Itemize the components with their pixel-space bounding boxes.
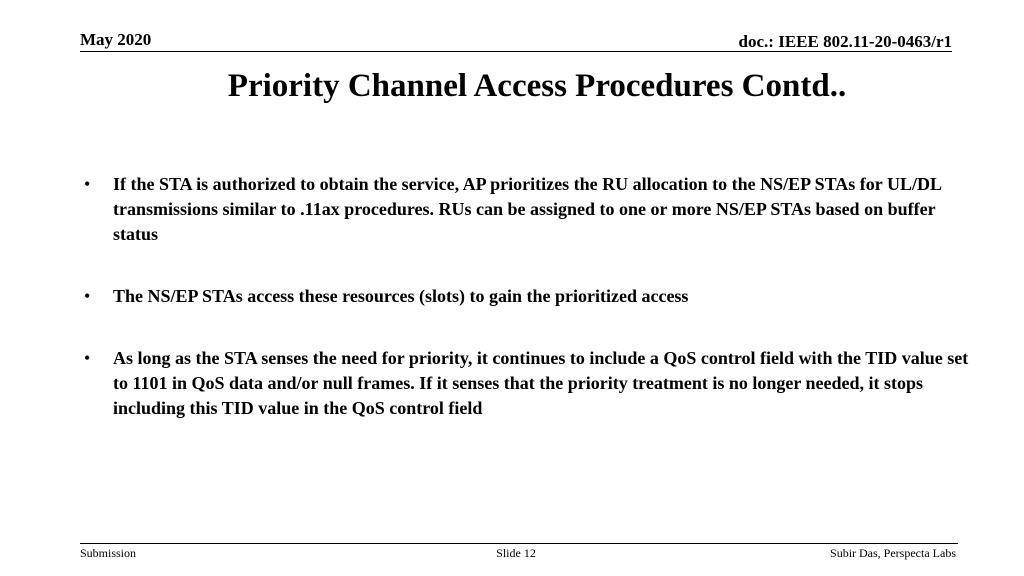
bullet-text: If the STA is authorized to obtain the service, AP prioritizes the RU allocation to the NS/EP STAs for UL/DL transmissions similar to .11ax procedures. RUs can be assigned to one or more NS/EP STAs based on buffer status — [113, 174, 941, 244]
bullet-text: As long as the STA senses the need for priority, it continues to include a QoS control field with the TID value set to 1101 in QoS data and/or null frames. If it senses that the priority treatment is no longer needed, it stops including this TID value in the QoS control field — [113, 348, 969, 418]
bullet-item — [80, 284, 980, 309]
footer-submission: Submission — [80, 546, 137, 560]
header-date: May 2020 — [80, 30, 152, 49]
footer-divider — [80, 543, 958, 544]
bullet-dot-icon: • — [84, 286, 91, 306]
footer-author: Subir Das, Perspecta Labs — [830, 546, 956, 560]
slide-title: Priority Channel Access Procedures Contd.. — [227, 68, 847, 104]
bullet-text: The NS/EP STAs access these resources (slots) to gain the prioritized access — [113, 286, 689, 306]
bullet-dot-icon: • — [84, 174, 91, 194]
bullet-list — [80, 172, 980, 421]
bullet-dot-icon: • — [84, 348, 91, 368]
header-divider — [80, 51, 952, 52]
footer-slide-number: Slide 12 — [496, 546, 536, 560]
bullet-item — [80, 172, 980, 247]
header-document-id: doc.: IEEE 802.11-20-0463/r1 — [738, 32, 952, 51]
bullet-item — [80, 346, 980, 421]
